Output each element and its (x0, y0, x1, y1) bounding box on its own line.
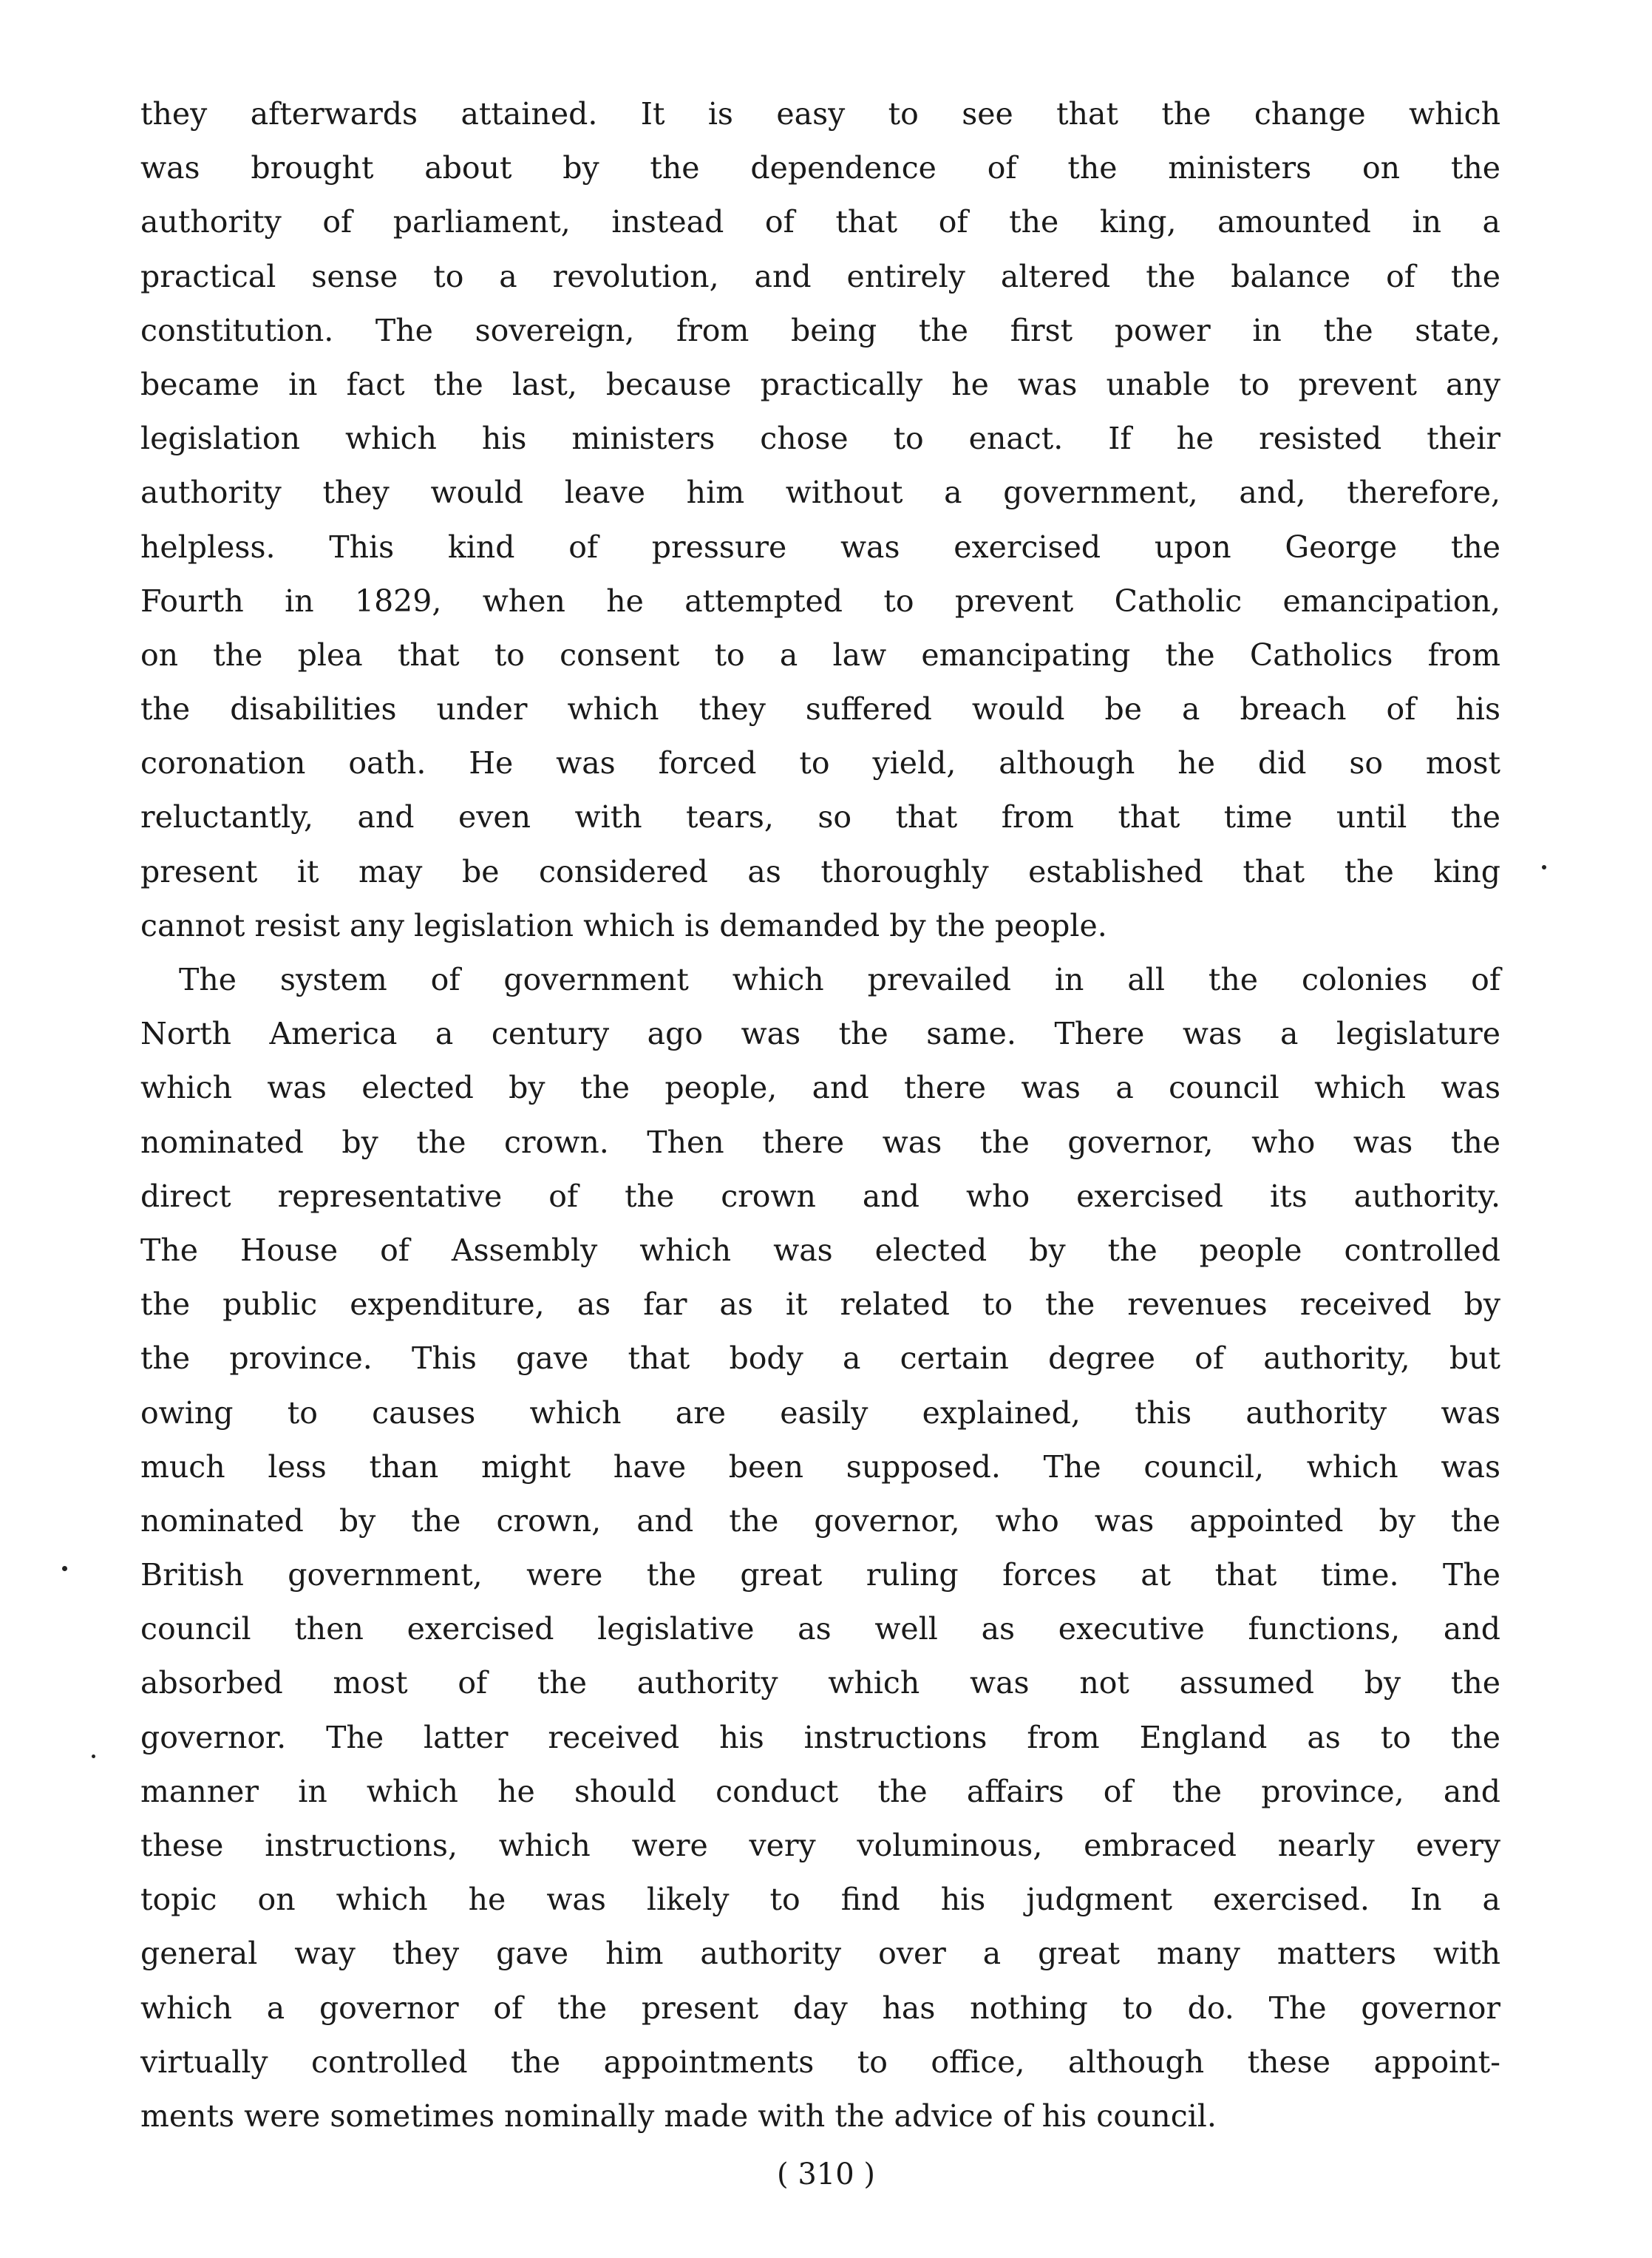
paragraph-1 (140, 87, 1500, 953)
paragraph-2 (140, 953, 1500, 2143)
text-line: constitution. The sovereign, from being the first power in the state, (140, 312, 1500, 348)
text-line: British government, were the great ruling forces at that time. The (140, 1557, 1500, 1593)
text-line: direct representative of the crown and who exercised its authority. (140, 1178, 1500, 1214)
text-line: much less than might have been supposed. The council, which was (140, 1448, 1500, 1485)
text-line: general way they gave him authority over a great many matters with (140, 1936, 1500, 1972)
text-line: practical sense to a revolution, and entirely altered the balance of the (140, 258, 1500, 294)
text-line: manner in which he should conduct the affairs of the province, and (140, 1773, 1500, 1809)
text-line: authority they would leave him without a government, and, therefore, (140, 475, 1500, 511)
text-line: council then exercised legislative as well as executive functions, and (140, 1611, 1500, 1647)
text-line: the disabilities under which they suffered would be a breach of his (140, 691, 1500, 728)
text-line: legislation which his ministers chose to enact. If he resisted their (140, 421, 1500, 457)
text-line: absorbed most of the authority which was not assumed by the (140, 1665, 1500, 1701)
text-line: cannot resist any legislation which is demanded by the people. (140, 907, 1107, 943)
scan-speck (62, 1566, 67, 1571)
text-line: The House of Assembly which was elected by the people controlled (140, 1232, 1500, 1268)
text-line: which a governor of the present day has nothing to do. The governor (140, 1990, 1500, 2026)
text-line: topic on which he was likely to find his judgment exercised. In a (140, 1882, 1500, 1918)
body-text (140, 87, 1500, 2143)
text-line: these instructions, which were very voluminous, embraced nearly every (140, 1828, 1500, 1863)
text-line: owing to causes which are easily explained, this authority was (140, 1394, 1500, 1431)
text-line: the province. This gave that body a certain degree of authority, but (140, 1340, 1500, 1377)
text-line: ments were sometimes nominally made with the advice of his council. (140, 2098, 1217, 2134)
text-line: governor. The latter received his instructions from England as to the (140, 1719, 1500, 1755)
text-line: on the plea that to consent to a law emancipating the Catholics from (140, 637, 1500, 673)
text-line: authority of parliament, instead of that of the king, amounted in a (140, 204, 1500, 240)
text-line: the public expenditure, as far as it related to the revenues received by (140, 1286, 1500, 1323)
text-line: they afterwards attained. It is easy to see that the change which (140, 96, 1500, 132)
text-line: reluctantly, and even with tears, so that from that time until the (140, 799, 1500, 835)
text-line: became in fact the last, because practically he was unable to prevent any (140, 366, 1500, 402)
scan-speck (1542, 865, 1546, 869)
text-line: helpless. This kind of pressure was exercised upon George the (140, 529, 1500, 565)
text-line: The system of government which prevailed in all the colonies of (179, 962, 1500, 997)
text-line: nominated by the crown. Then there was the governor, who was the (140, 1124, 1500, 1160)
text-line: coronation oath. He was forced to yield, although he did so most (140, 745, 1500, 782)
text-line: virtually controlled the appointments to office, although these appoint- (140, 2044, 1500, 2080)
text-line: nominated by the crown, and the governor, who was appointed by the (140, 1502, 1500, 1539)
text-line: Fourth in 1829, when he attempted to prevent Catholic emancipation, (140, 583, 1500, 619)
page-number: ( 310 ) (777, 2157, 875, 2191)
text-line: North America a century ago was the same. There was a legislature (140, 1016, 1500, 1052)
text-line: was brought about by the dependence of the ministers on the (140, 150, 1500, 186)
text-line: present it may be considered as thoroughly established that the king (140, 853, 1500, 889)
scan-speck (92, 1754, 95, 1758)
text-line: which was elected by the people, and there was a council which was (140, 1070, 1500, 1106)
